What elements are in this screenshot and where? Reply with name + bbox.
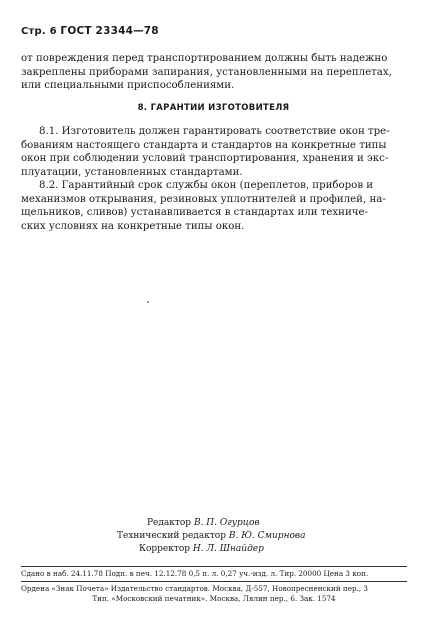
intro-paragraph <box>21 52 395 93</box>
credit-role: Редактор <box>147 518 192 528</box>
publisher-info <box>21 584 407 604</box>
text-line: щельников, сливов) устанавливается в стандартах или техниче- <box>21 207 368 218</box>
page-header <box>21 25 159 37</box>
text-line: плуатации, установленных стандартами. <box>21 166 243 178</box>
tech-editor-credit <box>117 530 306 543</box>
text-line: 8.1. Изготовитель должен гарантировать соответствие окон тре- <box>39 126 390 137</box>
text-line: или специальными приспособлениями. <box>21 80 235 91</box>
credit-role: Технический редактор <box>117 531 226 541</box>
text-line: механизмов открывания, резиновых уплотнителей и профилей, на- <box>21 193 386 205</box>
print-details: Сдано в наб. 24.11.78 Подп. в печ. 12.12.78 0,5 п. л. 0,27 уч.-изд. л. Тир. 20000 Цена 3 коп. <box>21 569 369 578</box>
editor-credit <box>117 517 306 530</box>
divider-rule <box>21 566 407 567</box>
text-line: ских условиях на конкретные типы окон. <box>21 220 245 232</box>
credit-name: Н. Л. Шнайдер <box>192 544 264 554</box>
page-number: Стр. 6 <box>21 26 57 37</box>
text-line: от повреждения перед транспортированием должны быть надежно <box>21 53 388 64</box>
credit-name: В. П. Огурцов <box>193 518 260 528</box>
typography-line: Тип. «Московский печатник». Москва, Лялин пер., 6. Зак. 1574 <box>92 594 336 603</box>
publisher-line: Ордена «Знак Почета» Издательство стандартов. Москва, Д-557, Новопресненский пер., 3 <box>21 584 368 593</box>
section-title: 8. ГАРАНТИИ ИЗГОТОВИТЕЛЯ <box>137 103 290 113</box>
standard-number: ГОСТ 23344—78 <box>60 25 159 37</box>
text-line: 8.2. Гарантийный срок службы окон (переплетов, приборов и <box>39 180 374 191</box>
text-line: окон при соблюдении условий транспортирования, хранения и экс- <box>21 153 389 164</box>
text-line: закреплены приборами запирания, установленными на переплетах, <box>21 66 392 78</box>
paragraph-8-2 <box>21 179 395 233</box>
credit-role: Корректор <box>139 544 191 554</box>
corrector-credit <box>117 543 306 556</box>
text-line: бованиям настоящего стандарта и стандартов на конкретные типы <box>21 139 387 151</box>
credit-name: В. Ю. Смирнова <box>228 531 306 541</box>
editorial-credits <box>117 517 306 556</box>
paragraph-8-1 <box>21 125 395 179</box>
stray-dot <box>147 301 149 303</box>
divider-rule <box>21 581 407 582</box>
